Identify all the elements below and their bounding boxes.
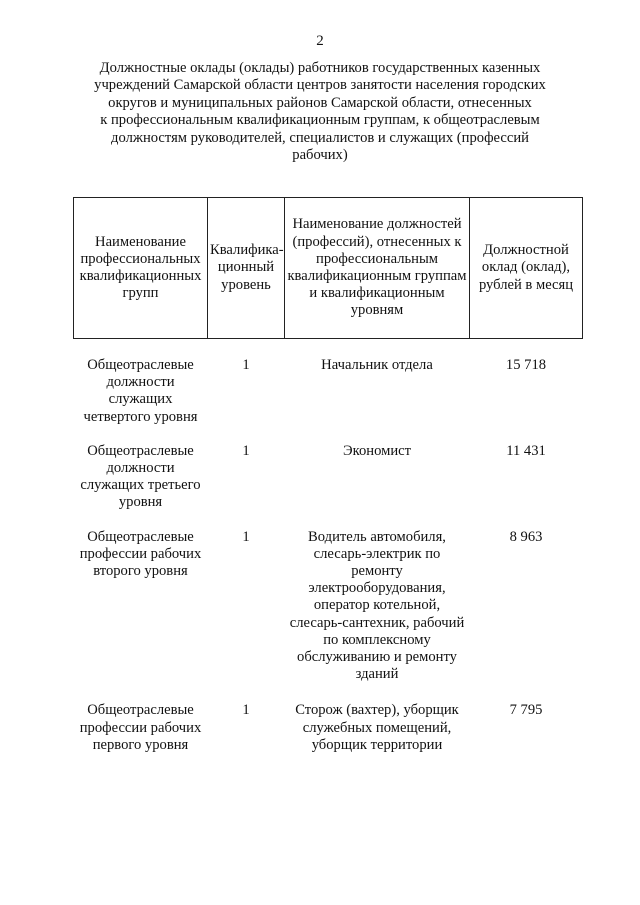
cell-group: Общеотраслевые профессии рабочих второго уровня [79,528,202,580]
title-line: рабочих) [292,147,348,164]
cell-salary: 11 431 [506,442,546,459]
cell-salary: 8 963 [509,528,543,545]
cell-group: Общеотраслевые должности служащих третьего уровня [80,442,201,511]
cell-positions: Начальник отдела [321,357,433,373]
cell-salary: 15 718 [505,357,547,373]
title-line: Должностные оклады (оклады) работников государственных казенных [99,60,541,76]
page-number: 2 [316,33,324,49]
table-row [74,432,583,518]
cell-positions: Экономист [342,442,411,459]
cell-level: 1 [242,357,250,373]
cell-level: 1 [242,442,250,459]
cell-positions: Сторож (вахтер), уборщик служебных помещений, уборщик территории [295,702,459,753]
header-qualification-group: Наименование профессиональных квалификационных групп [74,198,208,339]
cell-positions: Водитель автомобиля, слесарь-электрик по ремонту электрооборудования, оператор котельной, слесарь-сантехник, рабочий по комплексному обслуживанию и ремонту зданий [289,528,465,683]
title-line: округов и муниципальных районов Самарской области, отнесенных [108,94,532,111]
cell-level: 1 [242,702,250,719]
cell-salary: 7 795 [509,702,543,719]
cell-group: Общеотраслевые профессии рабочих первого уровня [79,702,202,753]
header-salary: Должностной оклад (оклад), рублей в месяц [470,198,583,339]
cell-level: 1 [242,528,250,545]
header-position-names: Наименование должностей (профессий), отнесенных к профессиональным квалификационным группам и квалификационным уровням [285,198,470,339]
document-title [82,60,558,164]
cell-group: Общеотраслевые должности служащих четвертого уровня [83,357,198,425]
title-line: к профессиональным квалификационным группам, к общеотраслевым [100,112,540,129]
title-line: должностям руководителей, специалистов и служащих (профессий [111,129,529,146]
table-header-row [74,198,583,339]
table-row [74,518,583,690]
salary-table [73,197,583,760]
title-line: учреждений Самарской области центров занятости населения городских [94,77,546,94]
table-row [74,339,583,432]
header-qualification-level: Квалифика-ционный уровень [208,198,285,339]
table-row [74,689,583,760]
